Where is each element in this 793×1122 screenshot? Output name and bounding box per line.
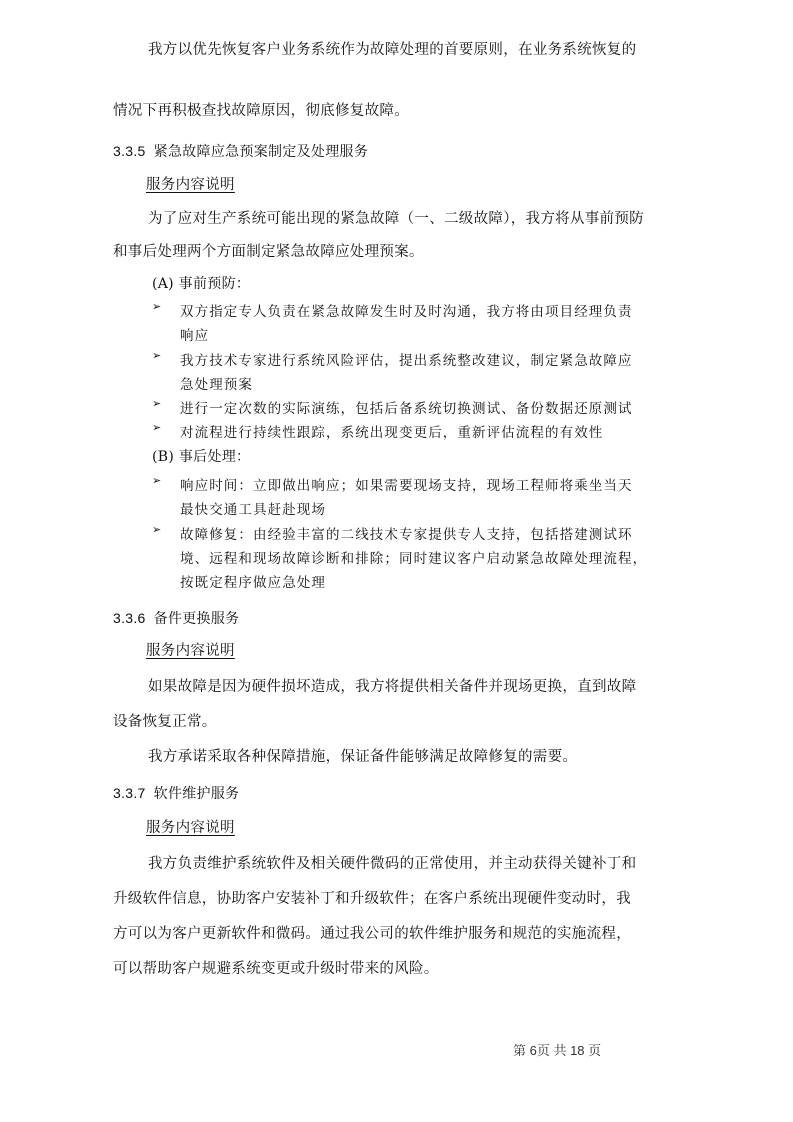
list-item-continuation: 按既定程序做应急处理	[180, 575, 326, 591]
paragraph-line: 我方负责维护系统软件及相关硬件微码的正常使用，并主动获得关键补丁和	[148, 856, 637, 872]
arrow-bullet-icon: ➢	[152, 474, 163, 487]
section-title: 紧急故障应急预案制定及处理服务	[153, 144, 369, 160]
intro-line-2: 情况下再积极查找故障原因，彻底修复故障。	[113, 103, 409, 119]
section-number: 3.3.6	[113, 610, 146, 626]
list-item-continuation: 最快交通工具赶赴现场	[180, 502, 326, 518]
part-b-label: (B) 事后处理：	[152, 449, 251, 465]
list-item-continuation: 境、远程和现场故障诊断和排除；同时建议客户启动紧急故障处理流程，	[180, 551, 648, 567]
arrow-bullet-icon: ➢	[152, 300, 163, 313]
section-number: 3.3.7	[113, 785, 146, 801]
section-heading-337	[113, 783, 239, 803]
page-number-footer: 第 6页 共 18 页	[513, 1043, 602, 1058]
paragraph-line: 方可以为客户更新软件和微码。通过我公司的软件维护服务和规范的实施流程，	[113, 926, 631, 942]
arrow-bullet-icon: ➢	[152, 523, 163, 536]
arrow-bullet-icon: ➢	[152, 397, 163, 410]
section-title: 备件更换服务	[153, 611, 240, 627]
paragraph-line: 如果故障是因为硬件损坏造成，我方将提供相关备件并现场更换，直到故障	[148, 679, 637, 695]
document-page: 我方以优先恢复客户业务系统作为故障处理的首要原则，在业务系统恢复的 情况下再积极查找故障原因，彻底修复故障。 3.3.5 紧急故障应急预案制定及处理服务 服务内容说明 为了应对生产系统可能出现的紧急故障（一、二级故障），我方将从事前预防 和事后处理两个方面制定紧急故障应处理预案。 (A) 事前预防： ➢ 双方指定专人负责在紧急故障发生时及时沟通，我方将由项目经理负责 响应 ➢ 我方技术专家进行系统风险评估，提出系统整改建议，制定紧急故障应 急处理预案 ➢ 进行一定次数的实际演练，包括后备系统切换测试、备份数据还原测试 ➢ 对流程进行持续性跟踪，系统出现变更后，重新评估流程的有效性 (B) 事后处理： ➢ 响应时间：立即做出响应；如果需要现场支持，现场工程师将乘坐当天 最快交通工具赶赴现场 ➢ 故障修复：由经验丰富的二线技术专家提供专人支持，包括搭建测试环 境、远程和现场故障诊断和排除；同时建议客户启动紧急故障处理流程， 按既定程序做应急处理 3.3.6 备件更换服务 服务内容说明 如果故障是因为硬件损坏造成，我方将提供相关备件并现场更换，直到故障 设备恢复正常。 我方承诺采取各种保障措施，保证备件能够满足故障修复的需要。 3.3.7 软件维护服务 服务内容说明 我方负责维护系统软件及相关硬件微码的正常使用，并主动获得关键补丁和 升级软件信息，协助客户安装补丁和升级软件；在客户系统出现硬件变动时，我 方可以为客户更新软件和微码。通过我公司的软件维护服务和规范的实施流程， 可以帮助客户规避系统变更或升级时带来的风险。 第 6页 共 18 页	[0, 0, 793, 1122]
paragraph-line: 我方承诺采取各种保障措施，保证备件能够满足故障修复的需要。	[148, 749, 578, 765]
arrow-bullet-icon: ➢	[152, 349, 163, 362]
paragraph-line: 设备恢复正常。	[113, 714, 217, 730]
list-item-continuation: 响应	[180, 328, 210, 344]
paragraph-line: 可以帮助客户规避系统变更或升级时带来的风险。	[113, 961, 439, 977]
paragraph-line: 升级软件信息，协助客户安装补丁和升级软件；在客户系统出现硬件变动时，我	[113, 891, 631, 907]
section-subtitle: 服务内容说明	[146, 177, 235, 193]
section-subtitle: 服务内容说明	[146, 643, 235, 659]
section-number: 3.3.5	[113, 143, 146, 159]
arrow-bullet-icon: ➢	[152, 421, 163, 434]
paragraph-line: 为了应对生产系统可能出现的紧急故障（一、二级故障），我方将从事前预防	[148, 211, 644, 227]
list-item-continuation: 急处理预案	[180, 377, 253, 393]
section-subtitle: 服务内容说明	[146, 820, 235, 836]
part-a-label: (A) 事前预防：	[152, 276, 251, 292]
section-heading-335	[113, 141, 368, 161]
intro-line-1: 我方以优先恢复客户业务系统作为故障处理的首要原则，在业务系统恢复的	[148, 42, 637, 58]
section-title: 软件维护服务	[153, 786, 240, 802]
paragraph-line: 和事后处理两个方面制定紧急故障应处理预案。	[113, 244, 424, 260]
section-heading-336	[113, 608, 239, 628]
